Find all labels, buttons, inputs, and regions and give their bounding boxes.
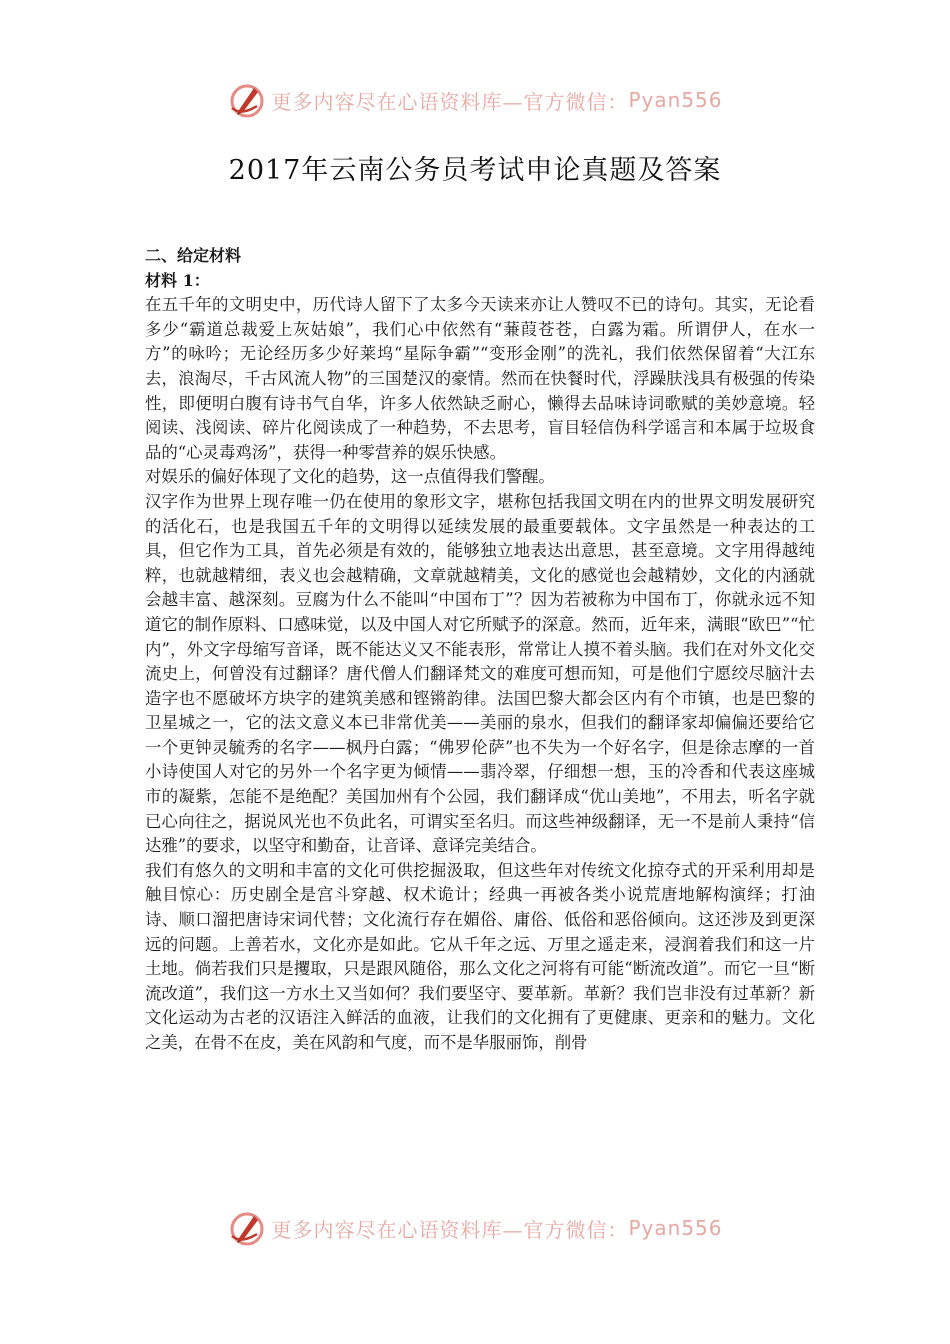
pen-nib-logo-icon — [227, 80, 267, 120]
footer-watermark-banner — [0, 1208, 950, 1248]
paragraph: 对娱乐的偏好体现了文化的趋势，这一点值得我们警醒。 — [145, 467, 555, 487]
banner-wechat-id: Pyan556 — [628, 88, 723, 112]
document-body — [145, 244, 815, 1056]
banner-text: 更多内容尽在心语资料库—官方微信： — [271, 1217, 629, 1242]
pen-nib-logo-icon — [227, 1208, 267, 1248]
header-watermark-banner — [0, 80, 950, 120]
banner-text: 更多内容尽在心语资料库—官方微信： — [271, 89, 629, 114]
page-title: 2017年云南公务员考试申论真题及答案 — [228, 155, 722, 186]
section-heading: 二、给定材料 — [145, 246, 242, 265]
paragraph: 我们有悠久的文明和丰富的文化可供挖掘汲取，但这些年对传统文化掠夺式的开采利用却是触目惊心：历史剧全是宫斗穿越、权术诡计；经典一再被各类小说荒唐地解构演绎；打油诗、顺口溜把唐诗宋词代替；文化流行存在媚俗、庸俗、低俗和恶俗倾向。这还涉及到更深远的问题。上善若水，文化亦是如此。它从千年之远、万里之遥走来，浸润着我们和这一片土地。倘若我们只是攫取，只是跟风随俗，那么文化之河将有可能“断流改道”。而它一旦“断流改道”，我们这一方水土又当如何？我们要坚守、要革新。革新？我们岂非没有过革新？新文化运动为古老的汉语注入鲜活的血液，让我们的文化拥有了更健康、更亲和的魅力。文化之美，在骨不在皮，美在风韵和气度，而不是华服丽饰，削骨 — [145, 860, 815, 1052]
material-label: 材料 1： — [145, 270, 210, 290]
paragraph: 在五千年的文明史中，历代诗人留下了太多今天读来亦让人赞叹不已的诗句。其实，无论看多少“霸道总裁爱上灰姑娘”，我们心中依然有“蒹葭苍苍，白露为霜。所谓伊人，在水一方”的咏吟；无论经历多少好莱坞“星际争霸”“变形金刚”的洗礼，我们依然保留着“大江东去，浪淘尽，千古风流人物”的三国楚汉的豪情。然而在快餐时代，浮躁肤浅具有极强的传染性，即便明白腹有诗书气自华，许多人依然缺乏耐心，懒得去品味诗词歌赋的美妙意境。轻阅读、浅阅读、碎片化阅读成了一种趋势，不去思考，盲目轻信伪科学谣言和本属于垃圾食品的“心灵毒鸡汤”，获得一种零营养的娱乐快感。 — [145, 295, 815, 462]
banner-wechat-id: Pyan556 — [628, 1216, 723, 1240]
paragraph: 汉字作为世界上现存唯一仍在使用的象形文字，堪称包括我国文明在内的世界文明发展研究的活化石，也是我国五千年的文明得以延续发展的最重要载体。文字虽然是一种表达的工具，但它作为工具，首先必须是有效的，能够独立地表达出意思，甚至意境。文字用得越纯粹，也就越精细，表义也会越精确，文章就越精美，文化的感觉也会越精妙，文化的内涵就会越丰富、越深刻。豆腐为什么不能叫“中国布丁”？因为若被称为中国布丁，你就永远不知道它的制作原料、口感味觉，以及中国人对它所赋予的深意。然而，近年来，满眼“欧巴”“忙内”，外文字母缩写音译，既不能达义又不能表形，常常让人摸不着头脑。我们在对外文化交流史上，何曾没有过翻译？唐代僧人们翻译梵文的难度可想而知，可是他们宁愿绞尽脑汁去造字也不愿破坏方块字的建筑美感和铿锵韵律。法国巴黎大都会区内有个市镇，也是巴黎的卫星城之一，它的法文意义本已非常优美——美丽的泉水，但我们的翻译家却偏偏还要给它一个更钟灵毓秀的名字——枫丹白露；“佛罗伦萨”也不失为一个好名字，但是徐志摩的一首小诗使国人对它的另外一个名字更为倾情——翡冷翠，仔细想一想，玉的冷香和代表这座城市的凝紫，怎能不是绝配？美国加州有个公园，我们翻译成“优山美地”，不用去，听名字就已心向往之，据说风光也不负此名，可谓实至名归。而这些神级翻译，无一不是前人秉持“信达雅”的要求，以坚守和勤奋，让音译、意译完美结合。 — [145, 491, 815, 856]
